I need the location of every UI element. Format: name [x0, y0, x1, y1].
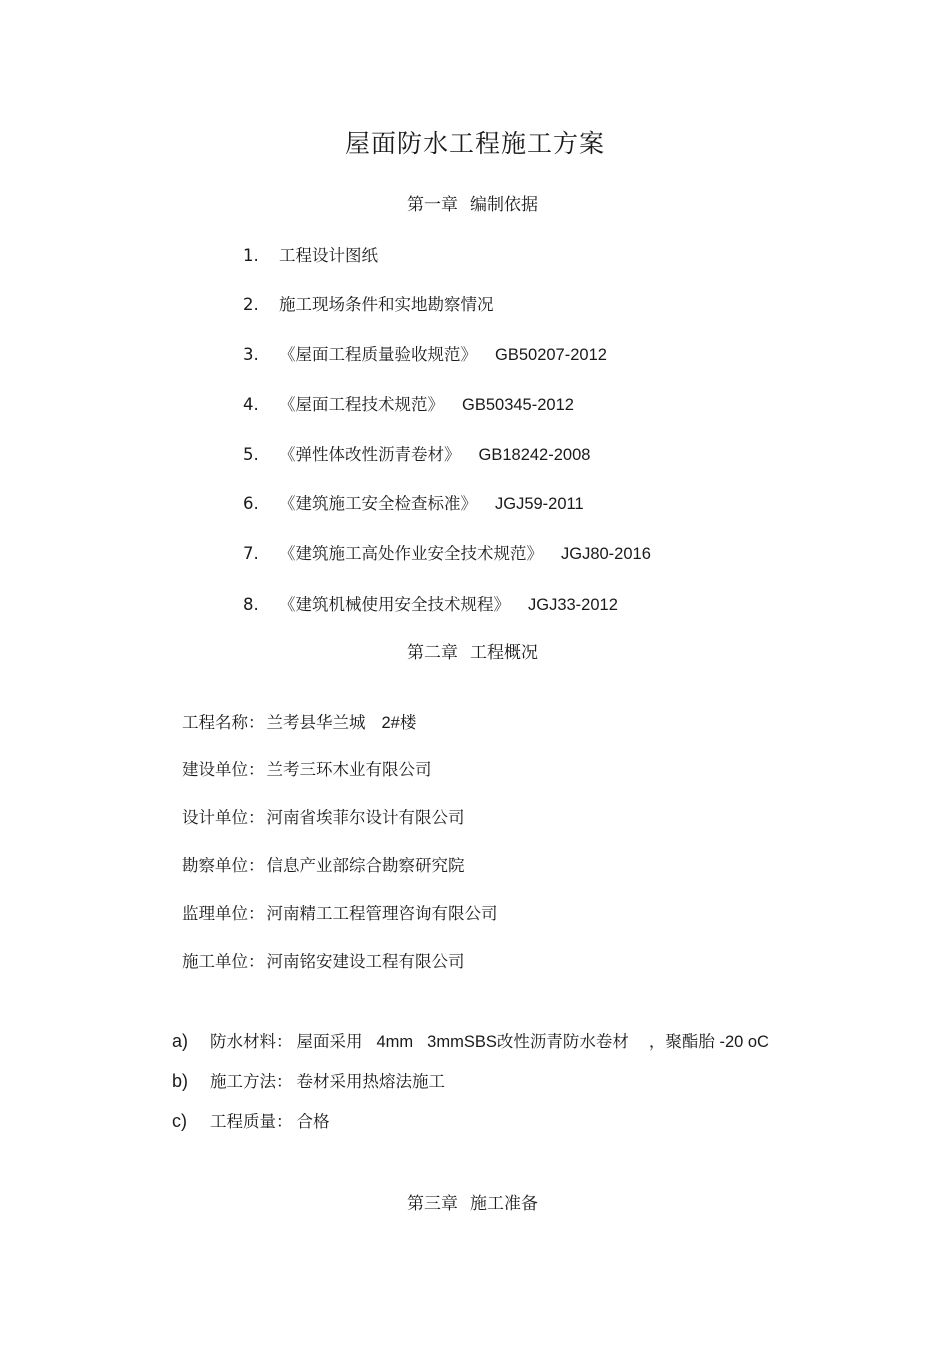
- reference-item: [243, 242, 378, 266]
- item-text: 合格: [296, 1112, 330, 1131]
- reference-code: GB50207-2012: [495, 346, 607, 364]
- reference-number: 4.: [243, 395, 259, 414]
- chapter-name: 编制依据: [470, 195, 538, 215]
- reference-text: 《屋面工程质量验收规范》: [279, 345, 477, 364]
- item-label: 施工方法：: [210, 1072, 293, 1091]
- chapter-number: 第二章: [407, 643, 458, 663]
- info-label: 勘察单位：: [182, 856, 265, 875]
- reference-item: [243, 391, 574, 415]
- reference-number: 3.: [243, 345, 259, 364]
- chapter-number: 第一章: [407, 195, 458, 215]
- item-text: 卷材采用热熔法施工: [296, 1072, 445, 1091]
- item-text: 屋面采用: [296, 1032, 363, 1051]
- document-title: 屋面防水工程施工方案: [344, 129, 605, 158]
- info-value: 河南铭安建设工程有限公司: [266, 952, 465, 971]
- project-info-row: [182, 709, 416, 733]
- reference-code: GB18242-2008: [478, 446, 591, 464]
- reference-number: 5.: [243, 445, 259, 464]
- project-info-row: [182, 900, 498, 924]
- reference-item: [243, 291, 494, 315]
- reference-text: 《建筑机械使用安全技术规程》: [279, 595, 510, 614]
- lettered-item: [172, 1028, 769, 1052]
- item-marker: c): [172, 1111, 187, 1131]
- info-value: 兰考三环木业有限公司: [266, 760, 432, 779]
- chapter-heading-3: [0, 1189, 945, 1214]
- reference-item: [243, 341, 607, 365]
- item-marker: b): [172, 1071, 189, 1091]
- info-label: 工程名称：: [182, 713, 265, 732]
- item-label: 工程质量：: [210, 1112, 293, 1131]
- reference-text: 《弹性体改性沥青卷材》: [279, 445, 461, 464]
- info-label: 施工单位：: [182, 952, 265, 971]
- reference-text: 《建筑施工安全检查标准》: [279, 494, 477, 513]
- chapter-name: 工程概况: [470, 643, 538, 663]
- reference-text: 《建筑施工高处作业安全技术规范》: [279, 544, 543, 563]
- item-text: 4mm: [376, 1033, 414, 1051]
- lettered-item: [172, 1108, 330, 1132]
- info-value: 信息产业部综合勘察研究院: [266, 856, 465, 875]
- project-info-row: [182, 948, 465, 972]
- project-info-row: [182, 852, 465, 876]
- info-value: 兰考县华兰城: [266, 713, 366, 732]
- reference-code: JGJ59-2011: [495, 495, 584, 513]
- chapter-number: 第三章: [407, 1194, 458, 1214]
- info-value: 河南精工工程管理咨询有限公司: [266, 904, 498, 923]
- item-label: 防水材料：: [210, 1032, 293, 1051]
- chapter-name: 施工准备: [470, 1194, 538, 1214]
- chapter-heading-2: [0, 638, 945, 663]
- reference-item: [243, 490, 584, 514]
- reference-text: 《屋面工程技术规范》: [279, 395, 444, 414]
- chapter-heading-1: [0, 190, 945, 215]
- info-value-extra: 2#楼: [381, 714, 417, 732]
- reference-item: [243, 591, 618, 615]
- project-info-row: [182, 756, 432, 780]
- item-marker: a): [172, 1031, 189, 1051]
- info-label: 建设单位：: [182, 760, 265, 779]
- info-label: 监理单位：: [182, 904, 265, 923]
- reference-number: 8.: [243, 595, 259, 614]
- reference-text: 施工现场条件和实地勘察情况: [279, 295, 494, 314]
- reference-number: 1.: [243, 246, 259, 265]
- reference-item: [243, 441, 590, 465]
- lettered-item: [172, 1068, 445, 1092]
- reference-item: [243, 540, 651, 564]
- info-label: 设计单位：: [182, 808, 265, 827]
- info-value: 河南省埃菲尔设计有限公司: [266, 808, 465, 827]
- reference-code: JGJ80-2016: [561, 545, 651, 563]
- reference-code: JGJ33-2012: [528, 596, 618, 614]
- reference-number: 7.: [243, 544, 259, 563]
- reference-text: 工程设计图纸: [279, 246, 378, 265]
- item-text: ，聚酯胎 -20 oC: [648, 1033, 769, 1051]
- reference-number: 6.: [243, 494, 259, 513]
- item-text: 3mmSBS改性沥青防水卷材: [427, 1033, 629, 1051]
- project-info-row: [182, 804, 465, 828]
- reference-code: GB50345-2012: [462, 396, 574, 414]
- reference-number: 2.: [243, 295, 259, 314]
